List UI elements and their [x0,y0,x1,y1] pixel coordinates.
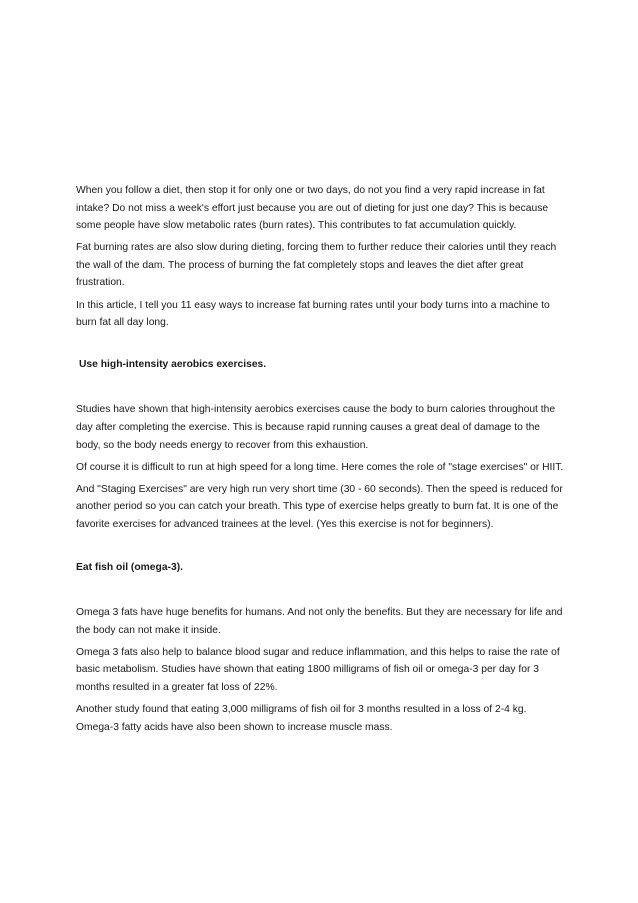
paragraph-intro-2: Fat burning rates are also slow during dieting, forcing them to further reduce their calories until they reach the wall of the dam. The process of burning the fat completely stops and leaves the diet after great frustration. [76,242,557,289]
document-body [76,182,566,741]
paragraph-aerobics-2: Of course it is difficult to run at high speed for a long time. Here comes the role of "stage exercises" or HIIT. [76,461,564,473]
section-heading-fish-oil: Eat fish oil (omega-3). [76,561,183,573]
paragraph-intro-1: When you follow a diet, then stop it for only one or two days, do not you find a very rapid increase in fat intake? Do not miss a week's effort just because you are out of dieting for just one day? This is because some people have slow metabolic rates (burn rates). This contributes to fat accumulation quickly. [76,185,549,232]
paragraph-fish-oil-3: Another study found that eating 3,000 milligrams of fish oil for 3 months resulted in a loss of 2-4 kg. Omega-3 fatty acids have also been shown to increase muscle mass. [76,704,527,733]
paragraph-fish-oil-2: Omega 3 fats also help to balance blood sugar and reduce inflammation, and this helps to raise the rate of basic metabolism. Studies have shown that eating 1800 milligrams of fish oil or omega-3 per day for 3 months resulted in a greater fat loss of 22%. [76,646,560,693]
paragraph-intro-3: In this article, I tell you 11 easy ways to increase fat burning rates until your body turns into a machine to burn fat all day long. [76,299,550,329]
section-heading-aerobics: Use high-intensity aerobics exercises. [79,358,267,370]
paragraph-aerobics-3: And "Staging Exercises" are very high run very short time (30 - 60 seconds). Then the speed is reduced for another period so you can catch your breath. This type of exercise helps greatly to burn fat. It is one of the favorite exercises for advanced trainees at the level. (Yes this exercise is not for beginners). [76,483,563,530]
paragraph-aerobics-1: Studies have shown that high-intensity aerobics exercises cause the body to burn calories throughout the day after completing the exercise. This is because rapid running causes a great deal of damage to the body, so the body needs energy to recover from this exhaustion. [76,404,556,451]
paragraph-fish-oil-1: Omega 3 fats have huge benefits for humans. And not only the benefits. But they are necessary for life and the body can not make it inside. [76,607,563,636]
